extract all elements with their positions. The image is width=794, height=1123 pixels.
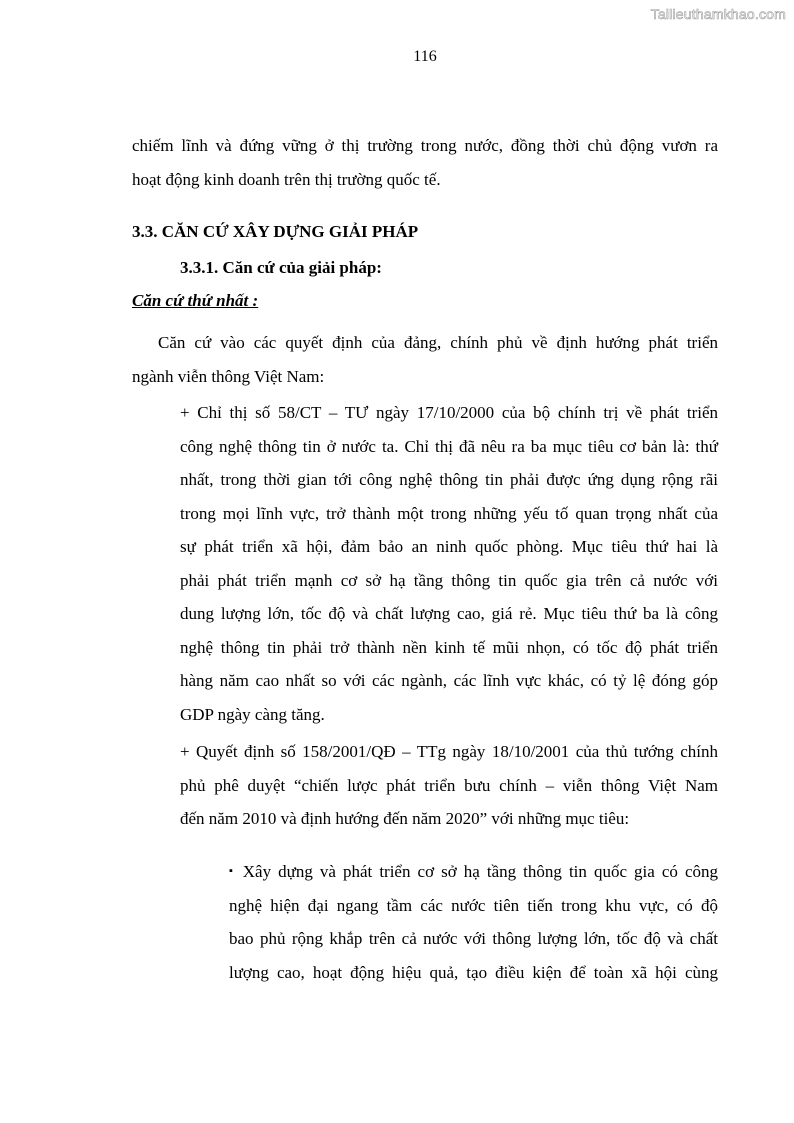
text-line: + Quyết định số 158/2001/QĐ – TTg ngày 18/10/2001 của thủ tướng chính — [180, 742, 718, 761]
text-line: Căn cứ vào các quyết định của đảng, chính phủ về định hướng phát triển — [158, 333, 718, 352]
text-line: sự phát triển xã hội, đảm bảo an ninh quốc phòng. Mục tiêu thứ hai là — [180, 537, 718, 556]
watermark: Tailieuthamkhao.com — [650, 6, 786, 22]
text-line: đến năm 2010 và định hướng đến năm 2020” với những mục tiêu: — [180, 809, 630, 828]
text-line: GDP ngày càng tăng. — [180, 704, 325, 724]
basis-paragraph — [132, 326, 718, 393]
text-line: bao phủ rộng khắp trên cả nước với thông lượng lớn, tốc độ và chất — [229, 929, 718, 948]
text-line: nghệ thông tin phải trở thành nền kinh tế mũi nhọn, có tốc độ phát triển — [180, 637, 718, 657]
text-line: ngành viễn thông Việt Nam: — [132, 366, 325, 386]
decision-paragraph — [180, 735, 718, 836]
section-heading: 3.3. CĂN CỨ XÂY DỰNG GIẢI PHÁP — [132, 222, 419, 241]
text-line: lượng cao, hoạt động hiệu quả, tạo điều kiện để toàn xã hội cùng — [229, 962, 718, 982]
text-line: nghệ hiện đại ngang tầm các nước tiên tiến trong khu vực, có độ — [229, 895, 718, 915]
text-line: dung lượng lớn, tốc độ và chất lượng cao, giá rẻ. Mục tiêu thứ ba là công — [180, 604, 718, 623]
text-line: nhất, trong thời gian tới công nghệ thông tin phải được ứng dụng rộng rãi — [180, 470, 718, 489]
bullet-text: Xây dựng và phát triển cơ sở hạ tầng thông tin quốc gia có công — [242, 862, 718, 881]
text-line: phủ phê duyệt “chiến lược phát triển bưu chính – viễn thông Việt Nam — [180, 775, 718, 795]
directive-paragraph — [180, 396, 718, 731]
text-line: chiếm lĩnh và đứng vững ở thị trường trong nước, đồng thời chủ động vươn ra — [132, 136, 718, 155]
bullet-icon: ▪ — [229, 865, 236, 877]
text-line: phải phát triển mạnh cơ sở hạ tầng thông tin quốc gia trên cả nước với — [180, 570, 718, 590]
basis-label: Căn cứ thứ nhất : — [132, 291, 259, 310]
text-line: công nghệ thông tin ở nước ta. Chỉ thị đã nêu ra ba mục tiêu cơ bản là: thứ — [180, 436, 718, 456]
bullet-item — [229, 855, 718, 989]
text-line: hoạt động kinh doanh trên thị trường quốc tế. — [132, 169, 441, 189]
text-line — [229, 855, 718, 889]
subsection-heading: 3.3.1. Căn cứ của giải pháp: — [180, 258, 382, 277]
text-line: + Chỉ thị số 58/CT – TƯ ngày 17/10/2000 của bộ chính trị về phát triển — [180, 403, 718, 422]
text-line: trong mọi lĩnh vực, trở thành một trong những yếu tố quan trọng nhất của — [180, 503, 718, 523]
text-line: hàng năm cao nhất so với các ngành, các lĩnh vực khác, có tỷ lệ đóng góp — [180, 671, 718, 690]
page-number: 116 — [413, 48, 437, 65]
intro-paragraph — [132, 129, 718, 196]
